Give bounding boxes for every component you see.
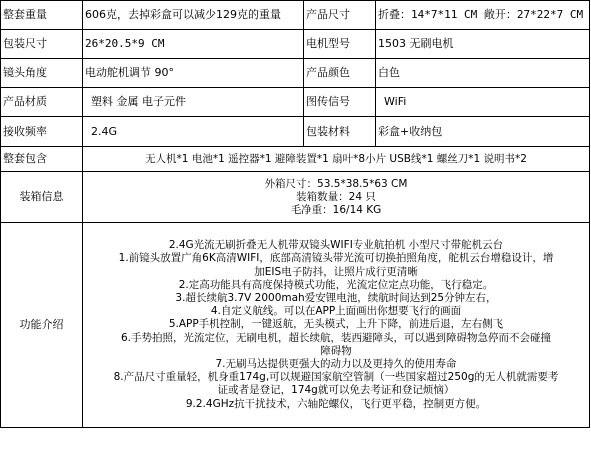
feature-line: 1.前镜头放置广角6K高清WIFI，底部高清镜头带光流可切换拍照角度，舵机云台增稳设计，增 <box>118 252 554 265</box>
table-row <box>1 59 590 88</box>
color-label: 产品颜色 <box>304 59 376 88</box>
weight-label: 整套重量 <box>1 1 83 30</box>
feature-line: 7.无刷马达提供更强大的动力以及更持久的使用寿命 <box>215 358 457 370</box>
table-row <box>1 147 590 172</box>
packing-material-value: 彩盒+收纳包 <box>376 117 590 147</box>
box-size-line: 外箱尺寸：53.5*38.5*63 CM <box>264 177 408 190</box>
feature-line: 证或者是登记，174g就可以免去考证和登记烦恼） <box>217 384 455 397</box>
feature-line: 加EIS电子防抖，让照片成行更清晰 <box>254 265 418 278</box>
features-list <box>83 223 590 428</box>
feature-line: 9.2.4GHz抗干扰技术，六轴陀螺仪，飞行更平稳，控制更方便。 <box>185 397 487 410</box>
box-weight-line: 毛净重：16/14 KG <box>290 203 382 216</box>
pack-size-label: 包装尺寸 <box>1 30 83 59</box>
feature-line: 障碍物 <box>320 344 352 357</box>
motor-label: 电机型号 <box>304 30 376 59</box>
contents-label: 整套包含 <box>1 147 83 172</box>
feature-line: 2.定高功能具有高度保持模式功能，光流定位定点功能，飞行稳定。 <box>178 278 494 291</box>
table-row <box>1 1 590 30</box>
table-row <box>1 117 590 147</box>
table-row <box>1 88 590 117</box>
table-row <box>1 172 590 223</box>
material-value: 塑料 金属 电子元件 <box>83 88 304 117</box>
packing-material-label: 包装材料 <box>304 117 376 147</box>
color-value: 白色 <box>376 59 590 88</box>
table-row <box>1 30 590 59</box>
motor-value: 1503 无刷电机 <box>376 30 590 59</box>
weight-value: 606克，去掉彩盒可以减少129克的重量 <box>83 1 304 30</box>
freq-label: 接收频率 <box>1 117 83 147</box>
feature-line: 6.手势拍照，光流定位，无刷电机，超长续航，装西避障头，可以遇到障碍物急停而不会碰撞 <box>120 331 552 344</box>
box-qty-line: 装箱数量：24 只 <box>296 190 376 203</box>
size-label: 产品尺寸 <box>304 1 376 30</box>
signal-value: WiFi <box>376 88 590 117</box>
material-label: 产品材质 <box>1 88 83 117</box>
contents-value: 无人机*1 电池*1 遥控器*1 避障装置*1 扇叶*8小片 USB线*1 螺丝刀*1 说明书*2 <box>83 147 590 172</box>
feature-line: 4.自定义航线。可以在APP上面画出你想要飞行的画面 <box>210 305 462 318</box>
size-value: 折叠：14*7*11 CM 敞开：27*22*7 CM <box>376 1 590 30</box>
feature-line: 3.超长续航3.7V 2000mah爱安锂电池，续航时间达到25分钟左右， <box>175 291 497 304</box>
feature-line: 8.产品尺寸重量轻，机身重174g,可以规避国家航空管制（一些国家超过250g的无人机就需要考 <box>113 371 559 384</box>
feature-line: 5.APP手机控制，一键返航，无头模式，上升下降，前进后退，左右侧飞 <box>168 318 504 331</box>
signal-label: 图传信号 <box>304 88 376 117</box>
freq-value: 2.4G <box>83 117 304 147</box>
table-row <box>1 223 590 428</box>
features-label: 功能介绍 <box>1 223 83 428</box>
box-info <box>83 172 590 223</box>
lens-label: 镜头角度 <box>1 59 83 88</box>
lens-value: 电动舵机调节 90° <box>83 59 304 88</box>
box-label: 装箱信息 <box>1 172 83 223</box>
feature-line: 2.4G光流无刷折叠无人机带双镜头WIFI专业航拍机 小型尺寸带舵机云台 <box>168 239 504 252</box>
pack-size-value: 26*20.5*9 CM <box>83 30 304 59</box>
